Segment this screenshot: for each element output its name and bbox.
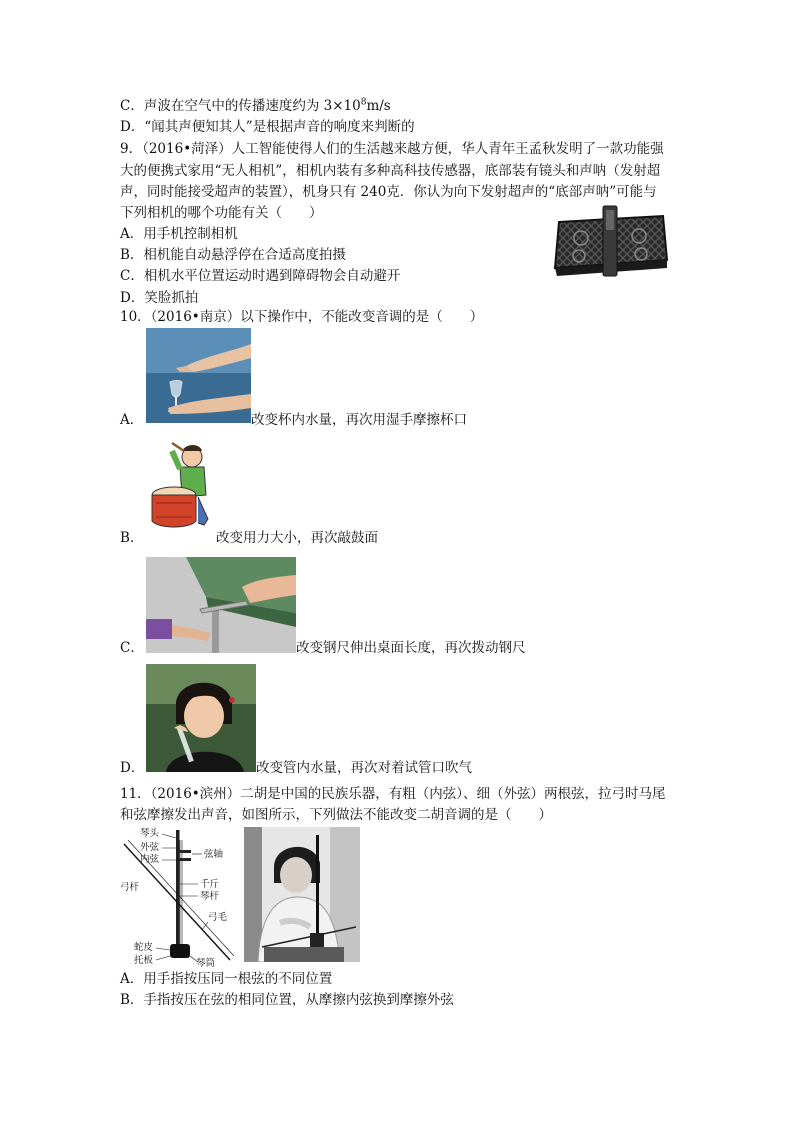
erhu-label-waixian: 外弦 xyxy=(140,842,160,853)
q9-stem-line4: 下列相机的哪个功能有关（ ） xyxy=(120,205,323,221)
erhu-label-qintou: 琴头 xyxy=(140,828,160,839)
q10-option-d-text: 改变管内水量，再次对着试管口吹气 xyxy=(256,760,472,776)
q9-stem-line1: 9．（2016•菏泽）人工智能使得人们的生活越来越方便，华人青年王孟秋发明了一款功能强 xyxy=(120,141,664,157)
q10-option-c-label: C． xyxy=(120,640,144,656)
q9-option-d: D．笑脸抓拍 xyxy=(120,290,199,306)
erhu-label-qianjin: 千斤 xyxy=(200,879,220,890)
q10-option-d-label: D． xyxy=(120,760,145,776)
q10-option-a-text: 改变杯内水量，再次用湿手摩擦杯口 xyxy=(251,412,467,428)
drum-boy-image xyxy=(146,437,216,537)
q11-stem-line1: 11．（2016•滨州）二胡是中国的民族乐器，有粗（内弦）、细（外弦）两根弦，拉弓时马尾 xyxy=(120,786,666,802)
wine-glass-image xyxy=(146,328,251,423)
steel-ruler-image xyxy=(146,557,296,653)
q10-stem: 10．（2016•南京）以下操作中，不能改变音调的是（ ） xyxy=(120,309,484,325)
erhu-label-qingan: 琴杆 xyxy=(200,891,220,902)
q10-option-c-text: 改变钢尺伸出桌面长度，再次拨动钢尺 xyxy=(296,640,526,656)
q9-option-c: C．相机水平位置运动时遇到障碍物会自动避开 xyxy=(120,268,401,284)
q10-option-b-text: 改变用力大小，再次敲鼓面 xyxy=(216,530,378,546)
q11-option-b: B．手指按压在弦的相同位置，从摩擦内弦换到摩擦外弦 xyxy=(120,992,454,1008)
q8-option-d: D．“闻其声便知其人”是根据声音的响度来判断的 xyxy=(120,119,415,135)
q9-option-a: A．用手机控制相机 xyxy=(120,226,238,242)
erhu-label-neixian: 内弦 xyxy=(140,854,160,865)
erhu-label-tuoban: 托板 xyxy=(134,955,154,966)
q9-stem-line2: 大的便携式家用“无人相机”，相机内装有多种高科技传感器，底部装有镜头和声呐（发射超 xyxy=(120,163,661,179)
erhu-label-shepi: 蛇皮 xyxy=(134,942,154,953)
q11-option-a: A．用手指按压同一根弦的不同位置 xyxy=(120,971,333,987)
q10-option-b-label: B． xyxy=(120,530,144,546)
erhu-label-gongmao: 弓毛 xyxy=(208,912,228,923)
q9-stem-line3: 声，同时能接受超声的装置），机身只有 240克．你认为向下发射超声的“底部声呐”可能与 xyxy=(120,184,657,200)
q9-option-b: B．相机能自动悬浮停在合适高度拍摄 xyxy=(120,247,346,263)
drone-camera-image xyxy=(551,202,671,282)
erhu-label-xianzhou: 弦轴 xyxy=(204,849,224,860)
girl-test-tube-image xyxy=(146,664,256,772)
erhu-label-gonggan: 弓杆 xyxy=(120,882,140,893)
erhu-diagram xyxy=(118,826,242,968)
erhu-label-qintong: 琴筒 xyxy=(196,958,216,968)
q10-option-a-label: A． xyxy=(120,412,144,428)
q11-stem-line2: 和弦摩擦发出声音，如图所示，下列做法不能改变二胡音调的是（ ） xyxy=(120,807,552,823)
q8-option-c: C．声波在空气中的传播速度约为 $3\times 10^8m/s$ xyxy=(120,97,391,114)
erhu-player-photo xyxy=(244,827,360,962)
